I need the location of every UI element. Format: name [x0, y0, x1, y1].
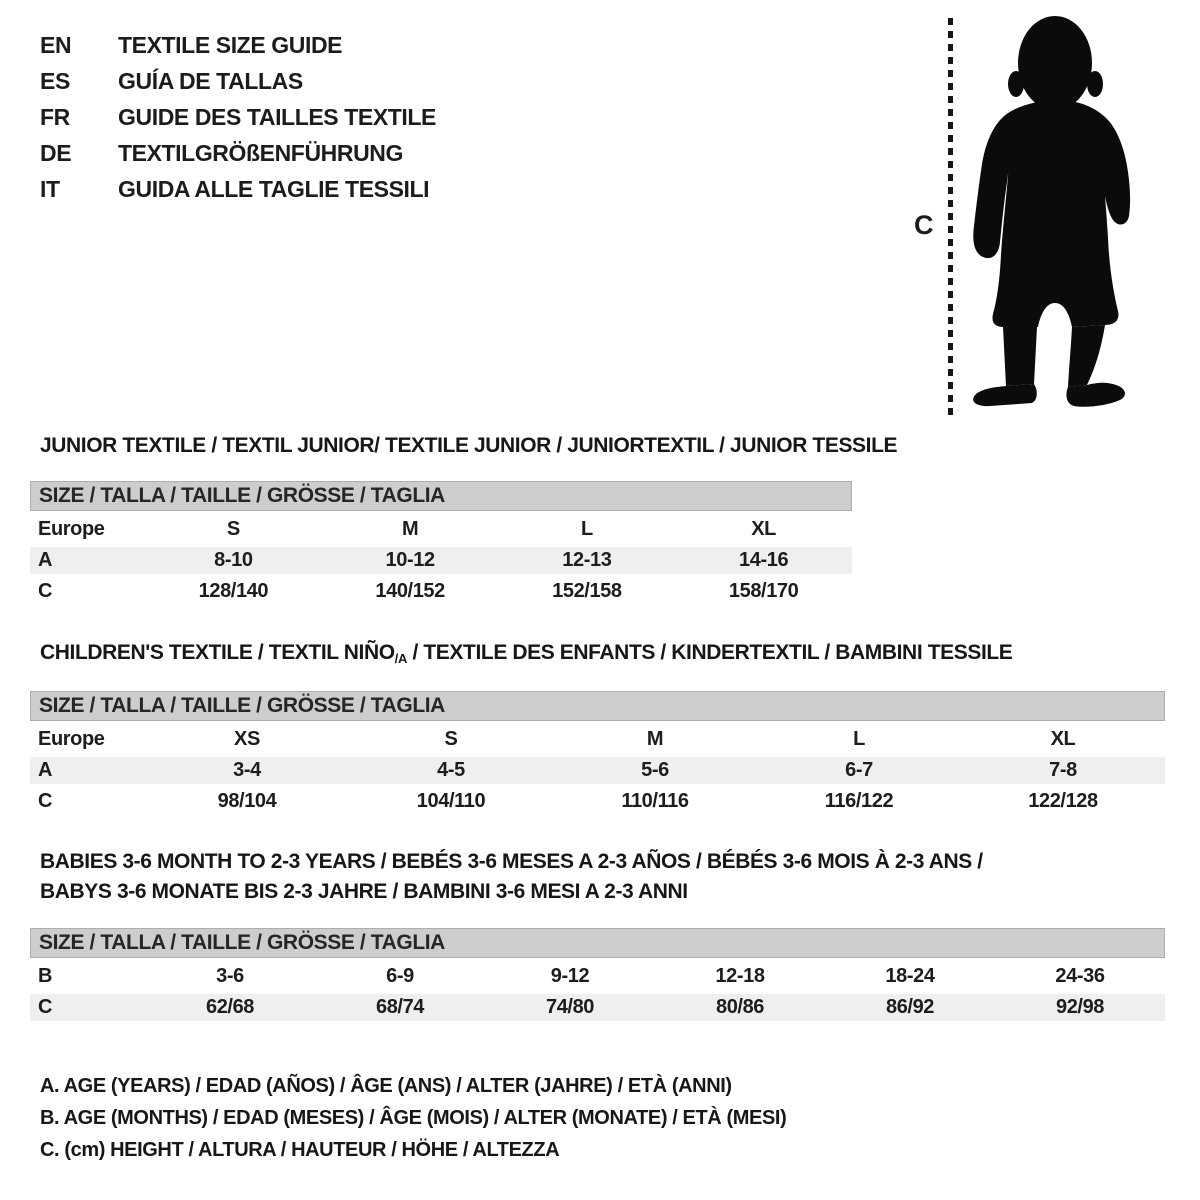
age-cell: 3-4	[233, 759, 261, 781]
height-cell: 110/116	[621, 790, 689, 812]
row-label: A	[38, 549, 53, 571]
age-cell: 24-36	[1055, 965, 1105, 987]
row-label: C	[38, 996, 53, 1018]
height-cell: 92/98	[1055, 996, 1105, 1018]
age-cell: 8-10	[214, 549, 253, 571]
age-cell: 12-13	[562, 549, 612, 571]
language-row-de	[40, 135, 436, 171]
table-row-age-months	[30, 961, 1165, 992]
row-label: A	[38, 759, 53, 781]
junior-section-heading: JUNIOR TEXTILE / TEXTIL JUNIOR/ TEXTILE JUNIOR / JUNIORTEXTIL / JUNIOR TESSILE	[40, 434, 898, 457]
table-header: SIZE / TALLA / TAILLE / GRÖSSE / TAGLIA	[30, 481, 852, 511]
table-row-height	[30, 992, 1165, 1023]
age-cell: 3-6	[216, 965, 244, 987]
footnote-age-months: B. AGE (MONTHS) / EDAD (MESES) / ÂGE (MOIS) / ALTER (MONATE) / ETÀ (MESI)	[40, 1107, 787, 1129]
size-cell: XL	[1050, 728, 1076, 750]
age-cell: 7-8	[1049, 759, 1077, 781]
table-row-height	[30, 576, 852, 607]
size-cell: XL	[751, 518, 776, 540]
height-cell: 68/74	[375, 996, 425, 1018]
language-title: TEXTILE SIZE GUIDE	[118, 31, 343, 58]
size-cell: L	[580, 518, 593, 540]
table-row-europe	[30, 724, 1165, 755]
language-row-it	[40, 171, 436, 207]
age-cell: 9-12	[550, 965, 590, 987]
table-row-age	[30, 755, 1165, 786]
height-cell: 116/122	[824, 790, 894, 812]
height-cell: 80/86	[715, 996, 765, 1018]
children-heading-suffix: / TEXTILE DES ENFANTS / KINDERTEXTIL / BAMBINI TESSILE	[407, 641, 1013, 664]
age-cell: 6-7	[845, 759, 873, 781]
height-cell: 152/158	[552, 580, 622, 602]
height-cell: 104/110	[416, 790, 486, 812]
size-cell: S	[226, 518, 240, 540]
language-code: FR	[40, 103, 70, 130]
size-cell: S	[444, 728, 458, 750]
size-cell: XS	[234, 728, 260, 750]
table-row-age	[30, 545, 852, 576]
size-cell: M	[646, 728, 664, 750]
children-section-heading	[40, 641, 1012, 666]
age-cell: 4-5	[437, 759, 465, 781]
row-label: C	[38, 790, 53, 812]
children-heading-subscript: /A	[394, 651, 408, 666]
row-label: B	[38, 965, 53, 987]
table-row-height	[30, 786, 1165, 817]
height-cell: 140/152	[375, 580, 445, 602]
table-row-europe	[30, 514, 852, 545]
height-cell: 128/140	[198, 580, 269, 602]
age-cell: 5-6	[641, 759, 669, 781]
language-row-en	[40, 27, 436, 63]
language-code: IT	[40, 175, 60, 202]
language-row-es	[40, 63, 436, 99]
age-cell: 12-18	[715, 965, 765, 987]
age-cell: 18-24	[885, 965, 935, 987]
babies-section-heading-line2: BABYS 3-6 MONATE BIS 2-3 JAHRE / BAMBINI 3-6 MESI A 2-3 ANNI	[40, 880, 688, 903]
babies-size-table	[30, 928, 1165, 1023]
table-header: SIZE / TALLA / TAILLE / GRÖSSE / TAGLIA	[30, 691, 1165, 721]
size-cell: M	[401, 518, 419, 540]
row-label: C	[38, 580, 53, 602]
language-code: DE	[40, 139, 72, 166]
height-cell: 74/80	[545, 996, 595, 1018]
height-measure-label: C	[914, 210, 934, 240]
height-measure-dashed-line	[948, 18, 953, 416]
age-cell: 10-12	[385, 549, 435, 571]
height-cell: 62/68	[205, 996, 255, 1018]
language-title-list	[40, 27, 436, 207]
age-cell: 6-9	[386, 965, 414, 987]
height-cell: 86/92	[885, 996, 935, 1018]
language-title: GUIDE DES TAILLES TEXTILE	[118, 103, 436, 130]
table-header: SIZE / TALLA / TAILLE / GRÖSSE / TAGLIA	[30, 928, 1165, 958]
height-cell: 122/128	[1028, 790, 1098, 812]
babies-section-heading-line1: BABIES 3-6 MONTH TO 2-3 YEARS / BEBÉS 3-6 MESES A 2-3 AÑOS / BÉBÉS 3-6 MOIS À 2-3 ANS /	[40, 850, 983, 873]
toddler-silhouette-icon	[956, 10, 1148, 416]
language-code: ES	[40, 67, 70, 94]
language-title: TEXTILGRÖßENFÜHRUNG	[118, 139, 403, 166]
age-cell: 14-16	[739, 549, 789, 571]
size-cell: L	[853, 728, 865, 750]
junior-size-table	[30, 481, 852, 607]
row-label: Europe	[38, 728, 105, 750]
footnote-age-years: A. AGE (YEARS) / EDAD (AÑOS) / ÂGE (ANS) / ALTER (JAHRE) / ETÀ (ANNI)	[40, 1075, 732, 1097]
language-code: EN	[40, 31, 72, 58]
language-title: GUÍA DE TALLAS	[118, 67, 303, 94]
language-title: GUIDA ALLE TAGLIE TESSILI	[118, 175, 430, 202]
height-cell: 98/104	[217, 790, 277, 812]
children-heading-prefix: CHILDREN'S TEXTILE / TEXTIL NIÑO	[40, 641, 395, 664]
row-label: Europe	[38, 518, 105, 540]
children-size-table	[30, 691, 1165, 817]
language-row-fr	[40, 99, 436, 135]
footnote-height-cm: C. (cm) HEIGHT / ALTURA / HAUTEUR / HÖHE / ALTEZZA	[40, 1139, 560, 1161]
height-cell: 158/170	[728, 580, 799, 602]
